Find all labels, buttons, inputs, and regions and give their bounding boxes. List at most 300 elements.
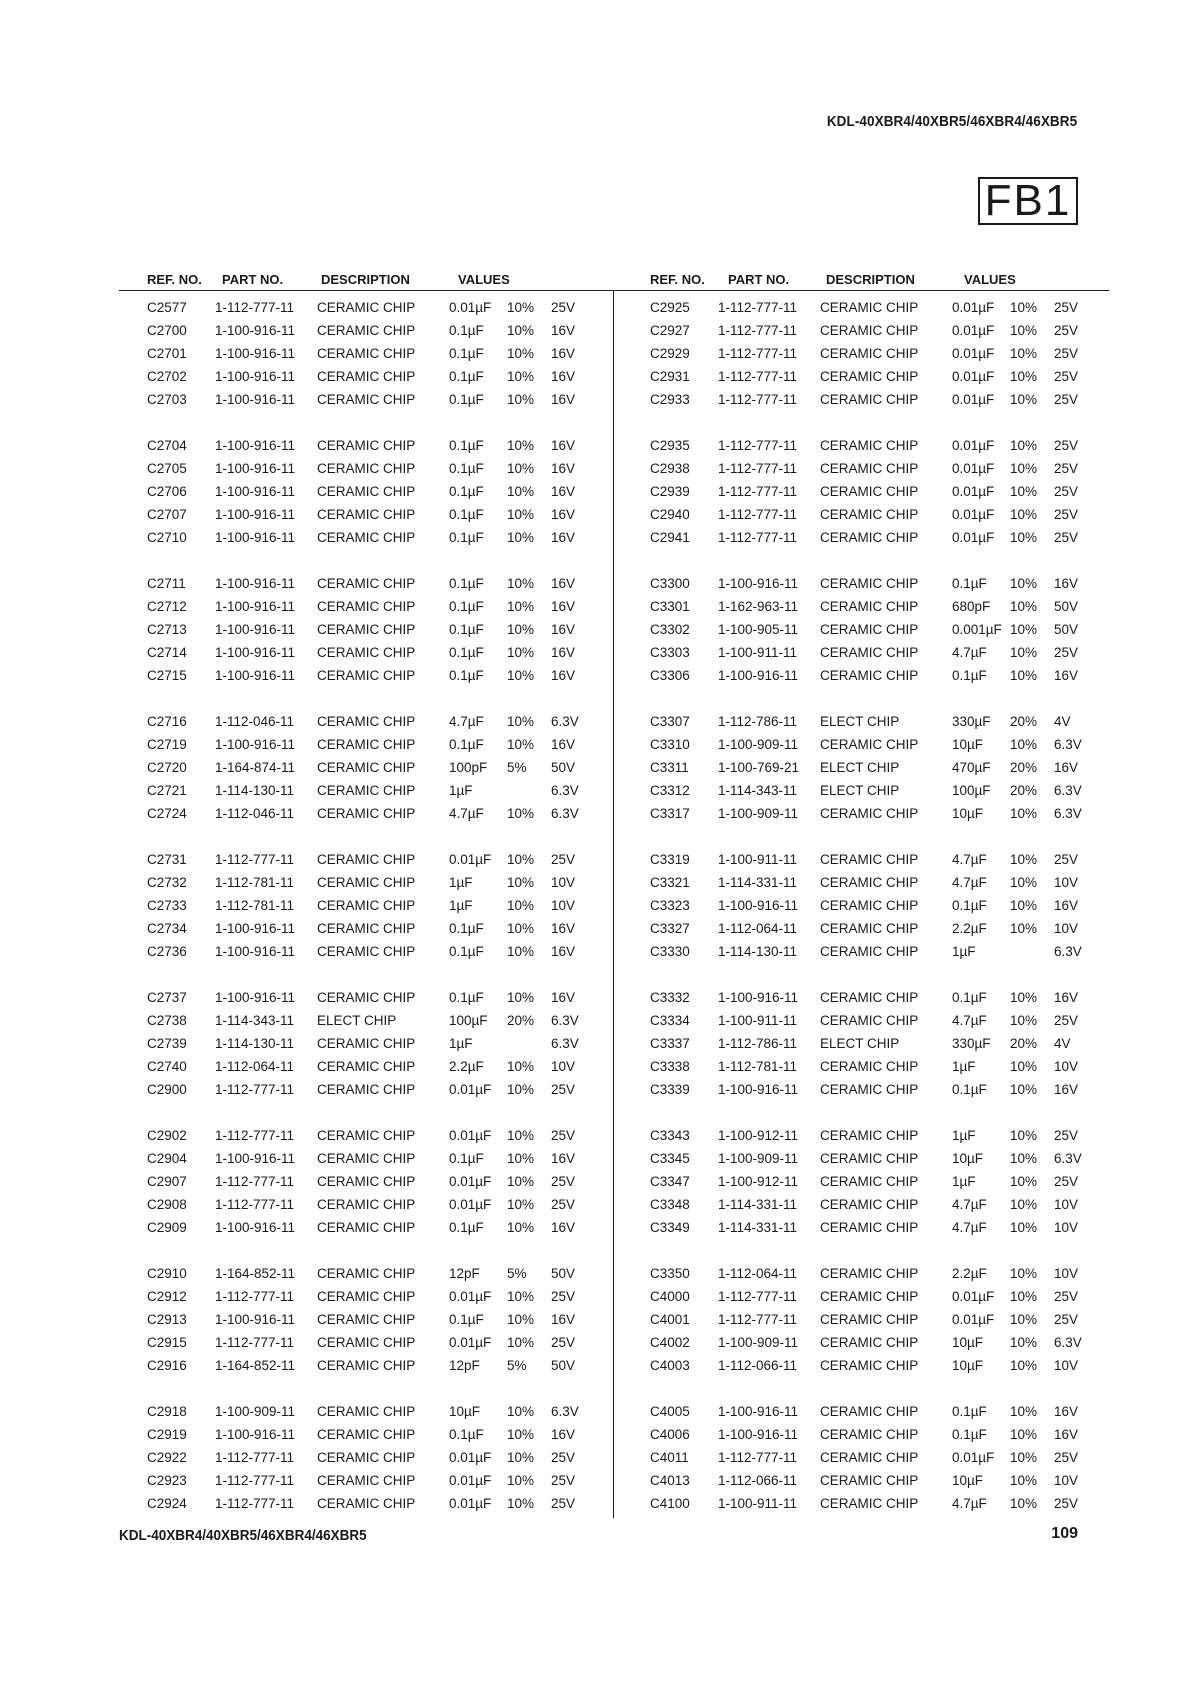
table-row (622, 1149, 1112, 1172)
table-row (622, 850, 1112, 873)
value-cell: 4.7µF (449, 714, 484, 729)
value-cell: 0.01µF (449, 1082, 492, 1097)
table-row (622, 735, 1112, 758)
value-cell: 0.1µF (449, 507, 484, 522)
voltage-cell: 25V (1054, 1312, 1079, 1327)
table-row (622, 1264, 1112, 1287)
part-no-cell: 1-112-777-11 (215, 1496, 295, 1511)
voltage-cell: 6.3V (1054, 737, 1082, 752)
voltage-cell: 25V (551, 1473, 576, 1488)
ref-no-cell: C3345 (650, 1151, 690, 1166)
table-row (622, 1333, 1112, 1356)
description-cell: CERAMIC CHIP (317, 346, 416, 361)
description-cell: CERAMIC CHIP (820, 806, 919, 821)
voltage-cell: 25V (1054, 1450, 1079, 1465)
tolerance-cell: 10% (507, 1312, 535, 1327)
voltage-cell: 16V (551, 944, 576, 959)
voltage-cell: 10V (551, 898, 576, 913)
voltage-cell: 50V (551, 1358, 576, 1373)
description-cell: CERAMIC CHIP (820, 1220, 919, 1235)
tolerance-cell: 10% (1010, 1151, 1038, 1166)
tolerance-cell: 20% (1010, 783, 1038, 798)
part-no-cell: 1-100-769-21 (718, 760, 800, 775)
tolerance-cell: 10% (1010, 484, 1038, 499)
part-no-cell: 1-164-852-11 (215, 1266, 296, 1281)
description-cell: CERAMIC CHIP (317, 921, 416, 936)
description-cell: CERAMIC CHIP (820, 300, 919, 315)
value-cell: 10µF (952, 1473, 984, 1488)
voltage-cell: 25V (1054, 484, 1079, 499)
part-no-cell: 1-112-777-11 (718, 323, 798, 338)
header-model: KDL-40XBR4/40XBR5/46XBR4/46XBR5 (826, 113, 1077, 130)
tolerance-cell: 10% (507, 806, 535, 821)
description-cell: CERAMIC CHIP (820, 461, 919, 476)
ref-no-cell: C2721 (147, 783, 187, 798)
description-cell: CERAMIC CHIP (317, 1289, 416, 1304)
voltage-cell: 16V (551, 1220, 576, 1235)
part-no-cell: 1-114-331-11 (718, 875, 798, 890)
value-cell: 0.1µF (449, 737, 484, 752)
column-header-row (119, 268, 1109, 290)
value-cell: 0.1µF (449, 622, 484, 637)
voltage-cell: 25V (1054, 369, 1079, 384)
description-cell: CERAMIC CHIP (317, 599, 416, 614)
tolerance-cell: 10% (507, 1197, 535, 1212)
value-cell: 100µF (449, 1013, 488, 1028)
value-cell: 4.7µF (952, 875, 987, 890)
voltage-cell: 25V (1054, 1174, 1079, 1189)
part-group (119, 988, 609, 1103)
ref-no-cell: C2925 (650, 300, 690, 315)
description-cell: CERAMIC CHIP (820, 1358, 919, 1373)
voltage-cell: 4V (1054, 714, 1071, 729)
voltage-cell: 25V (551, 1128, 576, 1143)
value-cell: 0.1µF (952, 1427, 987, 1442)
description-cell: CERAMIC CHIP (820, 346, 919, 361)
table-row (622, 620, 1112, 643)
description-cell: CERAMIC CHIP (820, 1404, 919, 1419)
value-cell: 0.1µF (449, 392, 484, 407)
ref-no-cell: C2711 (147, 576, 186, 591)
tolerance-cell: 10% (1010, 852, 1038, 867)
voltage-cell: 10V (551, 875, 576, 890)
part-no-cell: 1-112-777-11 (718, 461, 798, 476)
part-no-cell: 1-100-916-11 (215, 530, 296, 545)
value-cell: 10µF (449, 1404, 481, 1419)
table-row (119, 758, 609, 781)
tolerance-cell: 10% (1010, 645, 1038, 660)
description-cell: CERAMIC CHIP (317, 323, 416, 338)
ref-no-cell: C2924 (147, 1496, 187, 1511)
value-cell: 4.7µF (952, 1013, 987, 1028)
ref-no-cell: C2712 (147, 599, 187, 614)
voltage-cell: 50V (551, 1266, 576, 1281)
voltage-cell: 25V (1054, 1496, 1079, 1511)
voltage-cell: 16V (1054, 898, 1079, 913)
table-row (622, 597, 1112, 620)
table-row (119, 1218, 609, 1241)
ref-no-cell: C2931 (650, 369, 690, 384)
ref-no-cell: C2940 (650, 507, 690, 522)
voltage-cell: 50V (1054, 599, 1079, 614)
description-cell: ELECT CHIP (820, 1036, 900, 1051)
table-row (622, 390, 1112, 413)
table-row (622, 758, 1112, 781)
description-cell: CERAMIC CHIP (820, 1059, 919, 1074)
table-row (622, 1448, 1112, 1471)
part-no-cell: 1-164-852-11 (215, 1358, 296, 1373)
description-cell: CERAMIC CHIP (820, 1151, 919, 1166)
voltage-cell: 16V (551, 461, 576, 476)
description-cell: CERAMIC CHIP (820, 1312, 919, 1327)
right-header-ref: REF. NO. (650, 272, 705, 287)
description-cell: ELECT CHIP (317, 1013, 397, 1028)
voltage-cell: 4V (1054, 1036, 1071, 1051)
voltage-cell: 16V (551, 576, 576, 591)
description-cell: CERAMIC CHIP (317, 1450, 416, 1465)
part-group (119, 1264, 609, 1379)
value-cell: 0.1µF (952, 1404, 987, 1419)
value-cell: 4.7µF (952, 1220, 987, 1235)
tolerance-cell: 10% (1010, 1059, 1038, 1074)
tolerance-cell: 10% (507, 484, 535, 499)
part-no-cell: 1-112-046-11 (215, 714, 295, 729)
ref-no-cell: C2912 (147, 1289, 187, 1304)
ref-no-cell: C2707 (147, 507, 187, 522)
tolerance-cell: 5% (507, 760, 527, 775)
description-cell: CERAMIC CHIP (820, 1013, 919, 1028)
description-cell: CERAMIC CHIP (820, 737, 919, 752)
tolerance-cell: 10% (1010, 576, 1038, 591)
value-cell: 0.01µF (952, 300, 995, 315)
table-row (622, 1195, 1112, 1218)
ref-no-cell: C3347 (650, 1174, 690, 1189)
part-no-cell: 1-112-777-11 (718, 1289, 798, 1304)
description-cell: CERAMIC CHIP (820, 1082, 919, 1097)
value-cell: 0.1µF (449, 921, 484, 936)
ref-no-cell: C2929 (650, 346, 690, 361)
description-cell: CERAMIC CHIP (820, 1473, 919, 1488)
table-row (622, 1471, 1112, 1494)
part-no-cell: 1-100-916-11 (718, 1427, 799, 1442)
left-header-desc: DESCRIPTION (321, 272, 410, 287)
description-cell: CERAMIC CHIP (820, 438, 919, 453)
ref-no-cell: C2734 (147, 921, 187, 936)
voltage-cell: 6.3V (551, 1404, 579, 1419)
ref-no-cell: C2703 (147, 392, 187, 407)
ref-no-cell: C2704 (147, 438, 187, 453)
part-no-cell: 1-112-777-11 (718, 346, 798, 361)
table-row (622, 919, 1112, 942)
voltage-cell: 16V (551, 622, 576, 637)
table-row (119, 620, 609, 643)
description-cell: CERAMIC CHIP (317, 1266, 416, 1281)
tolerance-cell: 10% (507, 737, 535, 752)
voltage-cell: 25V (551, 1197, 576, 1212)
ref-no-cell: C2904 (147, 1151, 187, 1166)
part-no-cell: 1-100-916-11 (718, 576, 799, 591)
part-no-cell: 1-112-064-11 (215, 1059, 295, 1074)
value-cell: 0.01µF (952, 346, 995, 361)
ref-no-cell: C2909 (147, 1220, 187, 1235)
description-cell: CERAMIC CHIP (317, 990, 416, 1005)
part-no-cell: 1-114-343-11 (215, 1013, 295, 1028)
part-group (119, 298, 609, 413)
ref-no-cell: C2737 (147, 990, 187, 1005)
voltage-cell: 6.3V (1054, 1335, 1082, 1350)
value-cell: 0.01µF (449, 1450, 492, 1465)
value-cell: 0.1µF (449, 645, 484, 660)
value-cell: 0.1µF (449, 484, 484, 499)
ref-no-cell: C4005 (650, 1404, 690, 1419)
table-row (119, 804, 609, 827)
part-no-cell: 1-162-963-11 (718, 599, 799, 614)
ref-no-cell: C3323 (650, 898, 690, 913)
ref-no-cell: C3343 (650, 1128, 690, 1143)
voltage-cell: 6.3V (1054, 783, 1082, 798)
value-cell: 4.7µF (952, 1496, 987, 1511)
part-no-cell: 1-112-777-11 (215, 852, 295, 867)
voltage-cell: 25V (1054, 323, 1079, 338)
tolerance-cell: 10% (1010, 1404, 1038, 1419)
ref-no-cell: C2716 (147, 714, 187, 729)
description-cell: CERAMIC CHIP (317, 944, 416, 959)
voltage-cell: 10V (1054, 875, 1079, 890)
description-cell: CERAMIC CHIP (317, 1358, 416, 1373)
description-cell: CERAMIC CHIP (820, 369, 919, 384)
voltage-cell: 6.3V (551, 783, 579, 798)
value-cell: 100µF (952, 783, 991, 798)
tolerance-cell: 10% (507, 622, 535, 637)
voltage-cell: 16V (551, 737, 576, 752)
voltage-cell: 25V (551, 1174, 576, 1189)
table-row (622, 666, 1112, 689)
tolerance-cell: 10% (507, 944, 535, 959)
value-cell: 1µF (449, 1036, 473, 1051)
description-cell: CERAMIC CHIP (820, 1128, 919, 1143)
part-no-cell: 1-100-916-11 (215, 484, 296, 499)
table-row (622, 436, 1112, 459)
ref-no-cell: C3327 (650, 921, 690, 936)
description-cell: CERAMIC CHIP (317, 392, 416, 407)
ref-no-cell: C3301 (650, 599, 690, 614)
voltage-cell: 16V (1054, 990, 1079, 1005)
ref-no-cell: C2927 (650, 323, 690, 338)
voltage-cell: 25V (1054, 300, 1079, 315)
table-row (119, 942, 609, 965)
value-cell: 0.1µF (449, 576, 484, 591)
description-cell: CERAMIC CHIP (820, 484, 919, 499)
tolerance-cell: 10% (507, 714, 535, 729)
tolerance-cell: 10% (507, 1496, 535, 1511)
table-row (119, 505, 609, 528)
value-cell: 0.1µF (449, 530, 484, 545)
description-cell: CERAMIC CHIP (820, 1174, 919, 1189)
part-no-cell: 1-112-777-11 (718, 1450, 798, 1465)
tolerance-cell: 10% (507, 576, 535, 591)
voltage-cell: 10V (1054, 1197, 1079, 1212)
tolerance-cell: 10% (1010, 392, 1038, 407)
table-row (622, 459, 1112, 482)
description-cell: CERAMIC CHIP (820, 990, 919, 1005)
table-row (622, 1057, 1112, 1080)
value-cell: 0.01µF (952, 461, 995, 476)
ref-no-cell: C2577 (147, 300, 187, 315)
voltage-cell: 16V (551, 530, 576, 545)
description-cell: CERAMIC CHIP (317, 898, 416, 913)
table-row (119, 482, 609, 505)
voltage-cell: 16V (551, 1151, 576, 1166)
table-row (119, 344, 609, 367)
part-no-cell: 1-112-046-11 (215, 806, 295, 821)
table-row (119, 436, 609, 459)
description-cell: CERAMIC CHIP (820, 921, 919, 936)
table-row (119, 574, 609, 597)
description-cell: CERAMIC CHIP (317, 1335, 416, 1350)
ref-no-cell: C2731 (147, 852, 187, 867)
table-row (622, 1494, 1112, 1517)
part-no-cell: 1-100-916-11 (215, 1427, 296, 1442)
tolerance-cell: 10% (1010, 1174, 1038, 1189)
part-no-cell: 1-100-916-11 (718, 1404, 799, 1419)
description-cell: CERAMIC CHIP (820, 622, 919, 637)
ref-no-cell: C3303 (650, 645, 690, 660)
part-no-cell: 1-112-781-11 (718, 1059, 798, 1074)
part-group (119, 1402, 609, 1517)
value-cell: 0.01µF (952, 323, 995, 338)
table-row (119, 735, 609, 758)
value-cell: 0.1µF (449, 323, 484, 338)
voltage-cell: 25V (1054, 530, 1079, 545)
voltage-cell: 6.3V (551, 1013, 579, 1028)
tolerance-cell: 10% (1010, 921, 1038, 936)
voltage-cell: 25V (551, 1289, 576, 1304)
value-cell: 0.1µF (449, 1312, 484, 1327)
value-cell: 100pF (449, 760, 488, 775)
voltage-cell: 16V (551, 346, 576, 361)
part-no-cell: 1-112-777-11 (718, 484, 798, 499)
ref-no-cell: C2706 (147, 484, 187, 499)
ref-no-cell: C3348 (650, 1197, 690, 1212)
table-row (622, 367, 1112, 390)
tolerance-cell: 5% (507, 1266, 527, 1281)
part-no-cell: 1-100-911-11 (718, 852, 798, 867)
voltage-cell: 25V (551, 1082, 576, 1097)
voltage-cell: 25V (1054, 1128, 1079, 1143)
header-rule (119, 290, 1109, 291)
tolerance-cell: 10% (1010, 1358, 1038, 1373)
voltage-cell: 25V (1054, 392, 1079, 407)
part-no-cell: 1-100-916-11 (215, 1151, 296, 1166)
part-no-cell: 1-100-909-11 (718, 1151, 799, 1166)
voltage-cell: 16V (551, 369, 576, 384)
ref-no-cell: C2935 (650, 438, 690, 453)
right-header-part: PART NO. (728, 272, 790, 287)
ref-no-cell: C2713 (147, 622, 187, 637)
part-no-cell: 1-100-916-11 (215, 622, 296, 637)
voltage-cell: 25V (1054, 645, 1079, 660)
value-cell: 0.1µF (449, 438, 484, 453)
description-cell: CERAMIC CHIP (317, 737, 416, 752)
part-no-cell: 1-100-916-11 (215, 668, 296, 683)
value-cell: 10µF (952, 1335, 984, 1350)
description-cell: CERAMIC CHIP (820, 852, 919, 867)
voltage-cell: 16V (551, 1312, 576, 1327)
ref-no-cell: C2900 (147, 1082, 187, 1097)
tolerance-cell: 10% (507, 369, 535, 384)
description-cell: CERAMIC CHIP (820, 323, 919, 338)
value-cell: 0.01µF (952, 1312, 995, 1327)
part-no-cell: 1-112-777-11 (718, 369, 798, 384)
tolerance-cell: 10% (1010, 1473, 1038, 1488)
tolerance-cell: 10% (1010, 300, 1038, 315)
table-row (119, 1471, 609, 1494)
tolerance-cell: 10% (1010, 346, 1038, 361)
table-row (622, 1080, 1112, 1103)
part-no-cell: 1-112-777-11 (215, 300, 295, 315)
table-row (119, 896, 609, 919)
tolerance-cell: 10% (1010, 1128, 1038, 1143)
table-row (119, 597, 609, 620)
value-cell: 0.01µF (952, 392, 995, 407)
parts-list-left (119, 298, 609, 1540)
tolerance-cell: 10% (507, 1289, 535, 1304)
part-no-cell: 1-100-916-11 (215, 990, 296, 1005)
voltage-cell: 25V (551, 1496, 576, 1511)
value-cell: 0.01µF (449, 1289, 492, 1304)
table-row (119, 712, 609, 735)
description-cell: ELECT CHIP (820, 714, 900, 729)
part-no-cell: 1-114-130-11 (215, 783, 295, 798)
tolerance-cell: 10% (507, 645, 535, 660)
value-cell: 0.1µF (449, 990, 484, 1005)
value-cell: 0.1µF (449, 1427, 484, 1442)
part-no-cell: 1-112-777-11 (215, 1197, 295, 1212)
part-no-cell: 1-112-777-11 (718, 300, 798, 315)
description-cell: CERAMIC CHIP (317, 1174, 416, 1189)
table-row (119, 1195, 609, 1218)
description-cell: CERAMIC CHIP (317, 852, 416, 867)
tolerance-cell: 10% (507, 921, 535, 936)
voltage-cell: 25V (551, 1335, 576, 1350)
ref-no-cell: C2732 (147, 875, 187, 890)
tolerance-cell: 10% (1010, 1450, 1038, 1465)
value-cell: 1µF (449, 783, 473, 798)
description-cell: CERAMIC CHIP (820, 507, 919, 522)
ref-no-cell: C4006 (650, 1427, 690, 1442)
part-group (622, 1264, 1112, 1379)
voltage-cell: 50V (1054, 622, 1079, 637)
description-cell: CERAMIC CHIP (317, 1036, 416, 1051)
part-no-cell: 1-114-343-11 (718, 783, 798, 798)
tolerance-cell: 10% (507, 599, 535, 614)
ref-no-cell: C3319 (650, 852, 690, 867)
voltage-cell: 25V (551, 1450, 576, 1465)
voltage-cell: 25V (551, 300, 576, 315)
voltage-cell: 16V (551, 921, 576, 936)
table-row (622, 482, 1112, 505)
voltage-cell: 25V (1054, 438, 1079, 453)
tolerance-cell: 10% (507, 1151, 535, 1166)
description-cell: CERAMIC CHIP (317, 1151, 416, 1166)
description-cell: CERAMIC CHIP (317, 1312, 416, 1327)
part-no-cell: 1-112-777-11 (718, 1312, 798, 1327)
description-cell: CERAMIC CHIP (820, 875, 919, 890)
part-group (622, 712, 1112, 827)
tolerance-cell: 10% (1010, 1312, 1038, 1327)
part-no-cell: 1-112-777-11 (215, 1335, 295, 1350)
value-cell: 10µF (952, 737, 984, 752)
